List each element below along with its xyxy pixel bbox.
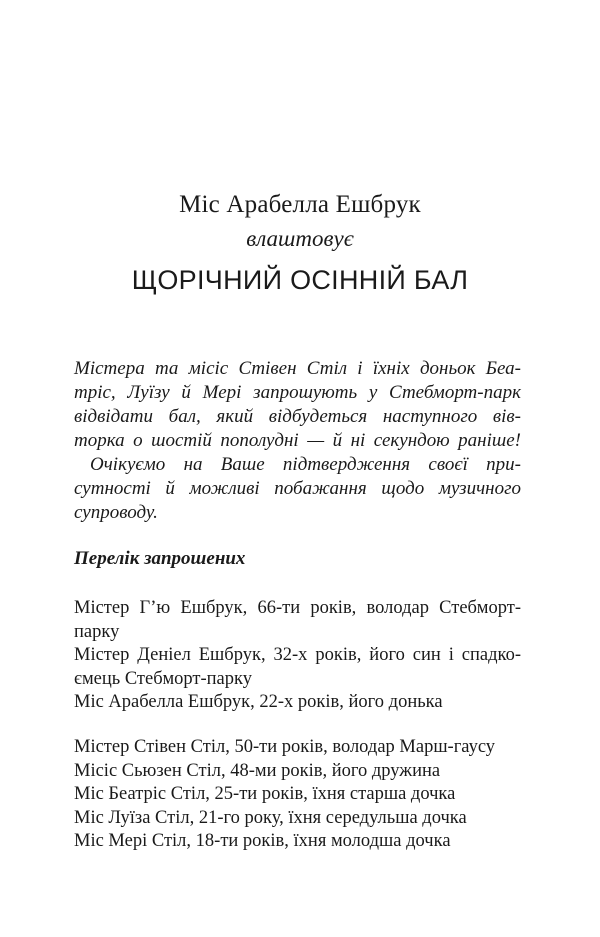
invitation-line: відвідати бал, який відбудеться наступного вів-	[74, 406, 521, 427]
guest-entry: Містер Стівен Стіл, 50-ти років, володар Марш-гаусу	[74, 737, 496, 757]
guest-entry: парку	[74, 621, 120, 642]
guest-entry: Містер Деніел Ешбрук, 32-х років, його син і спадко-	[74, 645, 521, 665]
guest-entry: ємець Стебморт-парку	[74, 668, 252, 689]
event-title: ЩОРІЧНИЙ ОСІННІЙ БАЛ	[131, 265, 469, 295]
invitation-line: супроводу.	[74, 502, 158, 523]
host-verb: влаштовує	[246, 226, 354, 251]
guest-entry: Міс Луїза Стіл, 21-го року, їхня середульша дочка	[74, 807, 467, 828]
guest-entry: Міс Беатріс Стіл, 25-ти років, їхня старша дочка	[74, 784, 456, 804]
invitation-line: торка о шостій пополудні — й ні секундою раніше!	[74, 430, 521, 451]
invitation-paragraph	[74, 357, 521, 525]
invitation-line: Очікуємо на Ваше підтвердження своєї при-	[90, 454, 521, 475]
guest-entry: Містер Г’ю Ешбрук, 66-ти років, володар Стебморт-	[74, 598, 521, 618]
guest-entry: Міс Мері Стіл, 18-ти років, їхня молодша дочка	[74, 831, 451, 851]
guest-entry: Міс Арабелла Ешбрук, 22-х років, його донька	[74, 692, 443, 712]
guest-group-steele	[74, 736, 521, 854]
host-name: Міс Арабелла Ешбрук	[179, 191, 421, 218]
guest-list-heading: Перелік запрошених	[74, 548, 246, 569]
invitation-line: сутності й можливі побажання щодо музичного	[74, 478, 521, 499]
guest-entry: Місіс Сьюзен Стіл, 48-ми років, його дружина	[74, 760, 441, 781]
invitation-line: тріс, Луїзу й Мері запрошують у Стебморт-парк	[74, 382, 521, 403]
invitation-line: Містера та місіс Стівен Стіл і їхніх доньок Беа-	[74, 358, 521, 379]
guest-group-ashbrook	[74, 597, 521, 715]
